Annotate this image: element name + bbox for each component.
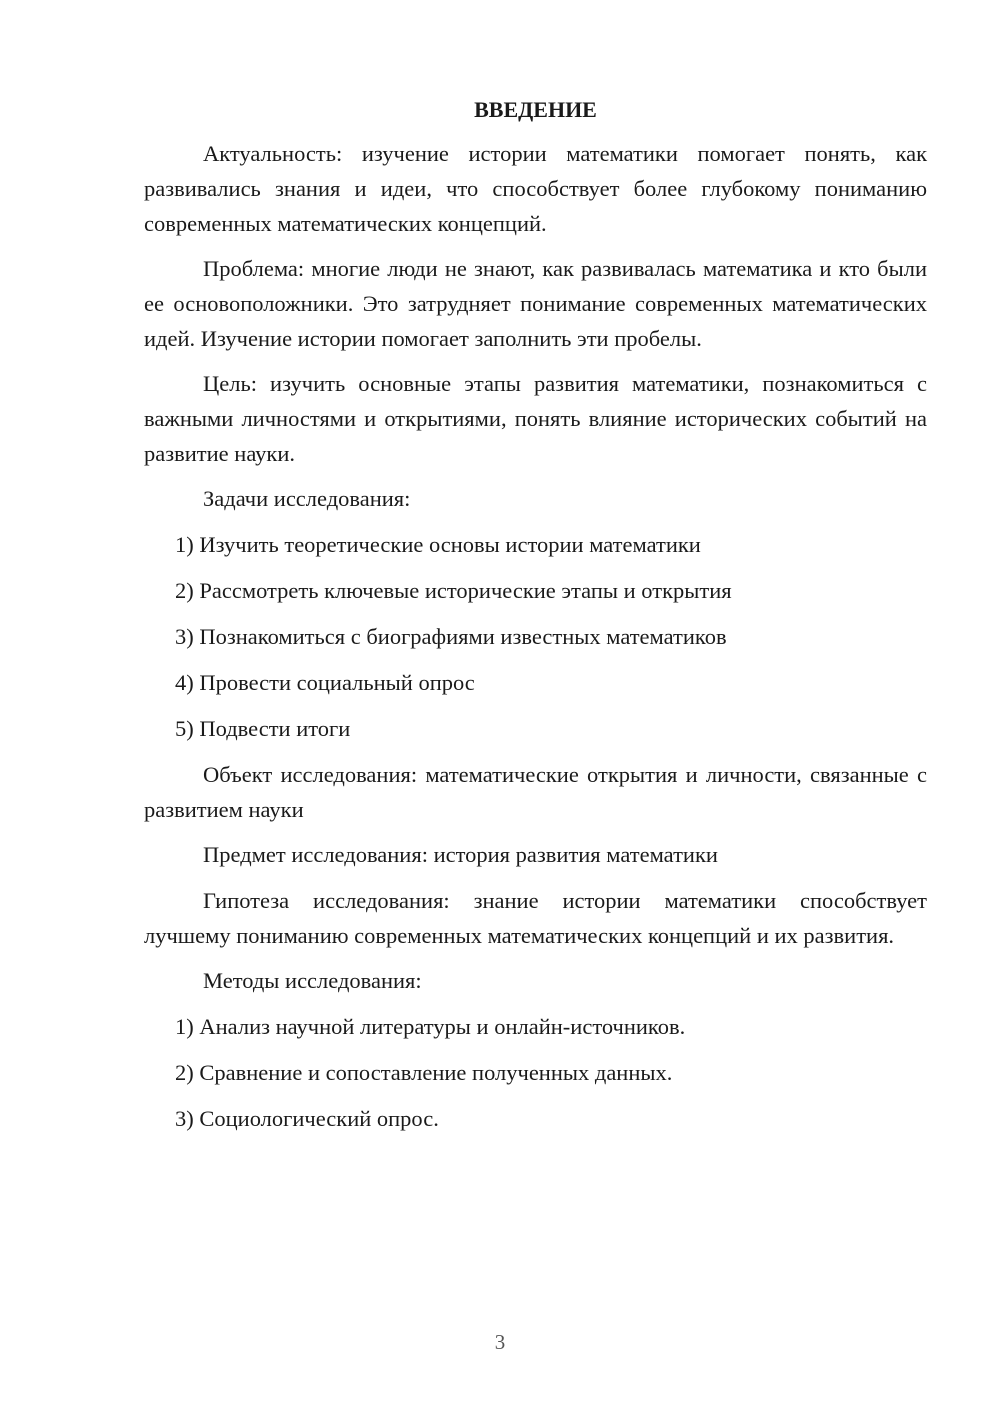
relevance-paragraph: Актуальность: изучение истории математики помогает понять, как развивались знания и идеи, что способствует более глубокому пониманию современных математических концепций.	[144, 141, 927, 236]
task-item: 1) Изучить теоретические основы истории математики	[175, 532, 701, 557]
goal-paragraph: Цель: изучить основные этапы развития математики, познакомиться с важными личностями и открытиями, понять влияние исторических событий на развитие науки.	[144, 371, 927, 466]
method-item: 3) Социологический опрос.	[175, 1106, 439, 1131]
page-title: ВВЕДЕНИЕ	[474, 97, 597, 122]
tasks-heading: Задачи исследования:	[203, 486, 411, 511]
method-item: 2) Сравнение и сопоставление полученных данных.	[175, 1060, 673, 1085]
method-item: 1) Анализ научной литературы и онлайн-источников.	[175, 1014, 686, 1039]
page-number: 3	[494, 1330, 506, 1354]
tasks-list	[144, 527, 927, 746]
object-paragraph: Объект исследования: математические открытия и личности, связанные с развитием науки	[144, 762, 927, 822]
task-item: 3) Познакомиться с биографиями известных математиков	[175, 624, 727, 649]
problem-paragraph: Проблема: многие люди не знают, как развивалась математика и кто были ее основоположники. Это затрудняет понимание современных математических идей. Изучение истории помогает заполнить эти пробелы.	[144, 256, 927, 351]
methods-heading: Методы исследования:	[203, 968, 422, 993]
document-page	[144, 94, 927, 1147]
task-item: 4) Провести социальный опрос	[175, 670, 475, 695]
task-item: 5) Подвести итоги	[175, 716, 351, 741]
task-item: 2) Рассмотреть ключевые исторические этапы и открытия	[175, 578, 732, 603]
subject-paragraph: Предмет исследования: история развития математики	[203, 842, 718, 867]
hypothesis-paragraph: Гипотеза исследования: знание истории математики способствует лучшему пониманию современных математических концепций и их развития.	[144, 888, 927, 948]
methods-list	[144, 1009, 927, 1136]
